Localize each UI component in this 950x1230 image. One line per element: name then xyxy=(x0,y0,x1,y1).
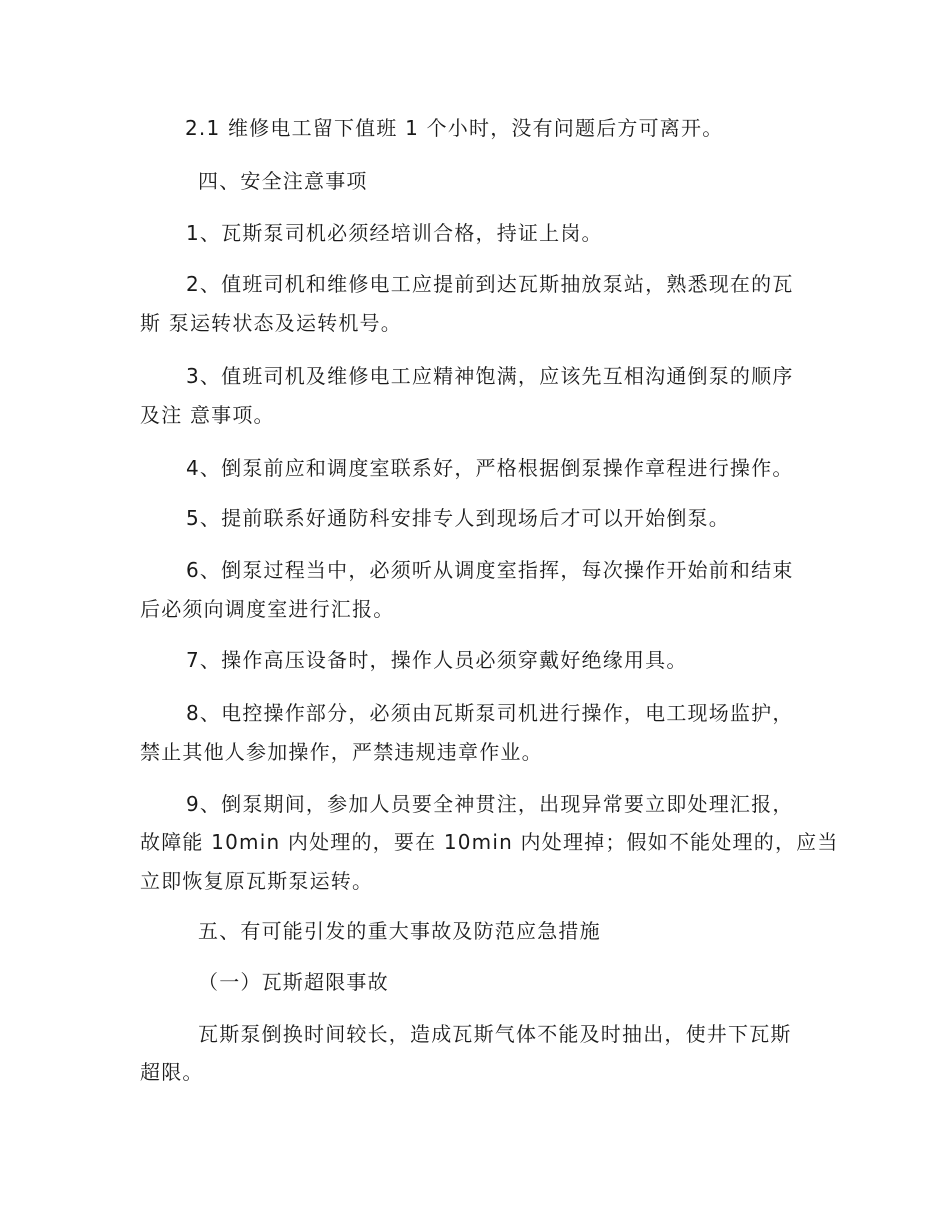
safety-item-2-line-1: 2、值班司机和维修电工应提前到达瓦斯抽放泵站，熟悉现在的瓦 xyxy=(186,272,794,296)
safety-item-2-line-2: 斯 泵运转状态及运转机号。 xyxy=(140,311,402,335)
safety-item-9-line-1: 9、倒泵期间，参加人员要全神贯注，出现异常要立即处理汇报， xyxy=(186,792,794,816)
safety-item-3-line-2: 及注 意事项。 xyxy=(140,403,275,427)
safety-item-6-line-1: 6、倒泵过程当中，必须听从调度室指挥，每次操作开始前和结束 xyxy=(186,558,794,582)
gas-overlimit-line-1: 瓦斯泵倒换时间较长，造成瓦斯气体不能及时抽出，使井下瓦斯 xyxy=(198,1022,792,1046)
safety-item-1: 1、瓦斯泵司机必须经培训合格，持证上岗。 xyxy=(186,221,603,245)
heading-major-accidents: 五、有可能引发的重大事故及防范应急措施 xyxy=(198,919,601,943)
safety-item-9-line-2: 故障能 10min 内处理的，要在 10min 内处理掉；假如不能处理的，应当 xyxy=(140,830,839,854)
safety-item-5: 5、提前联系好通防科安排专人到现场后才可以开始倒泵。 xyxy=(186,506,730,530)
heading-safety-notes: 四、安全注意事项 xyxy=(198,169,368,193)
safety-item-7: 7、操作高压设备时，操作人员必须穿戴好绝缘用具。 xyxy=(186,648,688,672)
safety-item-8-line-1: 8、电控操作部分，必须由瓦斯泵司机进行操作，电工现场监护， xyxy=(186,701,794,725)
paragraph-2-1: 2.1 维修电工留下值班 1 个小时，没有问题后方可离开。 xyxy=(185,116,724,140)
gas-overlimit-line-2: 超限。 xyxy=(140,1060,204,1084)
safety-item-4: 4、倒泵前应和调度室联系好，严格根据倒泵操作章程进行操作。 xyxy=(186,456,794,480)
safety-item-3-line-1: 3、值班司机及维修电工应精神饱满，应该先互相沟通倒泵的顺序 xyxy=(186,364,794,388)
subheading-gas-overlimit: （一）瓦斯超限事故 xyxy=(198,970,389,994)
safety-item-8-line-2: 禁止其他人参加操作，严禁违规违章作业。 xyxy=(140,740,543,764)
safety-item-6-line-2: 后必须向调度室进行汇报。 xyxy=(140,597,395,621)
safety-item-9-line-3: 立即恢复原瓦斯泵运转。 xyxy=(140,869,374,893)
